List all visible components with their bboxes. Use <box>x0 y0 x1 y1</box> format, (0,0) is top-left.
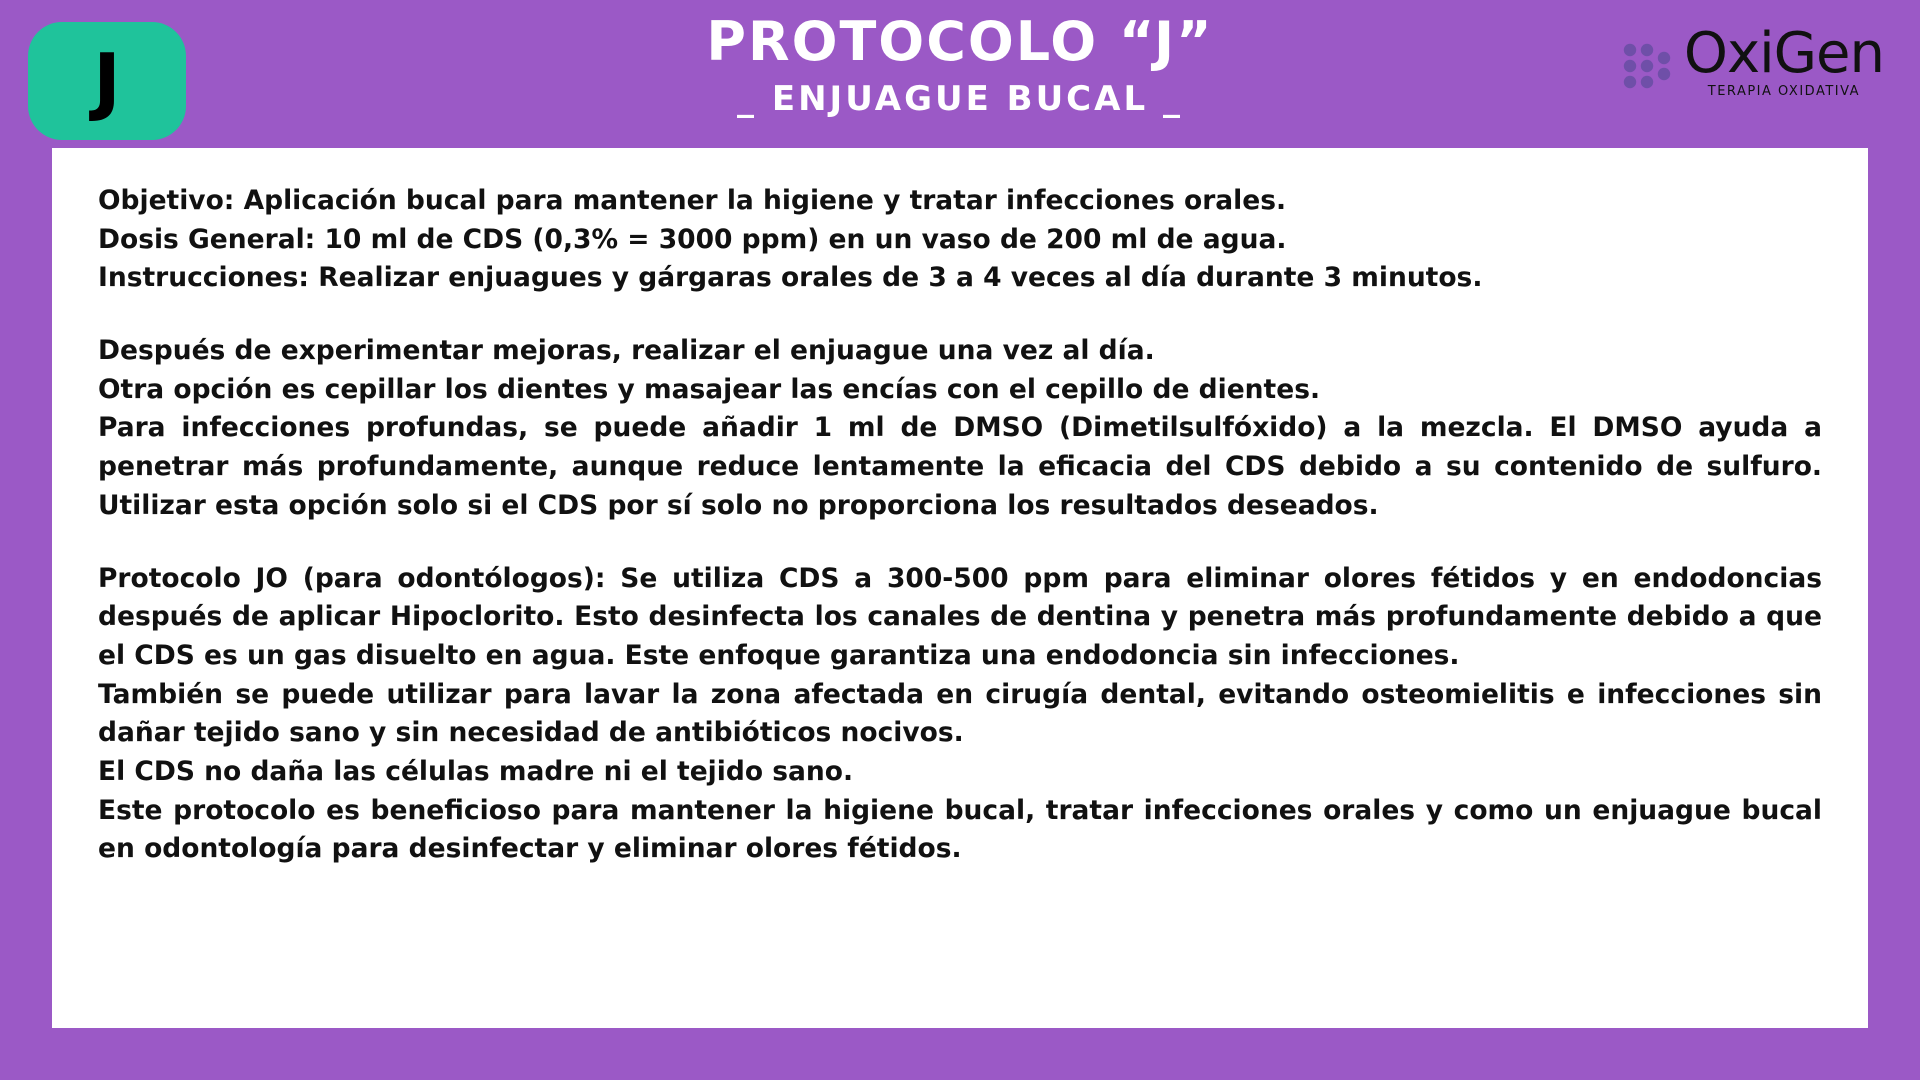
body-line: Objetivo: Aplicación bucal para mantener la higiene y tratar infecciones orales. <box>98 185 1287 216</box>
body-line: Para infecciones profundas, se puede añadir 1 ml de DMSO (Dimetilsulfóxido) a la mezcla. El DMSO ayuda a penetrar más profundamente, aunque reduce lentamente la eficacia del CDS debido a su contenido de sulfuro. Utilizar esta opción solo si el CDS por sí solo no proporciona los resultados deseados. <box>98 412 1822 521</box>
body-line: Después de experimentar mejoras, realizar el enjuague una vez al día. <box>98 335 1155 367</box>
brand-name: OxiGen <box>1683 21 1884 86</box>
molecule-dots-icon <box>1622 42 1680 95</box>
page-subtitle: _ ENJUAGUE BUCAL _ <box>737 78 1183 119</box>
content-block <box>98 560 1822 870</box>
brand-logo-text <box>1683 21 1884 99</box>
body-line: Otra opción es cepillar los dientes y masajear las encías con el cepillo de dientes. <box>98 373 1321 405</box>
body-line: Dosis General: 10 ml de CDS (0,3% = 3000 ppm) en un vaso de 200 ml de agua. <box>98 223 1287 255</box>
page-title: PROTOCOLO “J” <box>706 10 1214 73</box>
protocol-letter: J <box>93 38 121 124</box>
body-line: Protocolo JO (para odontólogos): Se utiliza CDS a 300-500 ppm para eliminar olores fétidos y en endodoncias después de aplicar Hipoclorito. Esto desinfecta los canales de dentina y penetra más profundamente debido a que el CDS es un gas disuelto en agua. Este enfoque garantiza una endodoncia sin infecciones. <box>98 562 1822 671</box>
content-block <box>98 332 1822 525</box>
brand-tagline: TERAPIA OXIDATIVA <box>1707 84 1861 99</box>
content-block <box>98 182 1822 298</box>
content-card <box>52 148 1868 1028</box>
brand-logo <box>1622 21 1884 99</box>
slide-header <box>0 0 1920 148</box>
body-line: Este protocolo es beneficioso para mantener la higiene bucal, tratar infecciones orales y como un enjuague bucal en odontología para desinfectar y eliminar olores fétidos. <box>98 794 1822 865</box>
body-line: El CDS no daña las células madre ni el tejido sano. <box>98 755 854 787</box>
body-line: También se puede utilizar para lavar la zona afectada en cirugía dental, evitando osteomielitis e infecciones sin dañar tejido sano y sin necesidad de antibióticos nocivos. <box>98 678 1822 749</box>
body-line: Instrucciones: Realizar enjuagues y gárgaras orales de 3 a 4 veces al día durante 3 minutos. <box>98 262 1483 294</box>
